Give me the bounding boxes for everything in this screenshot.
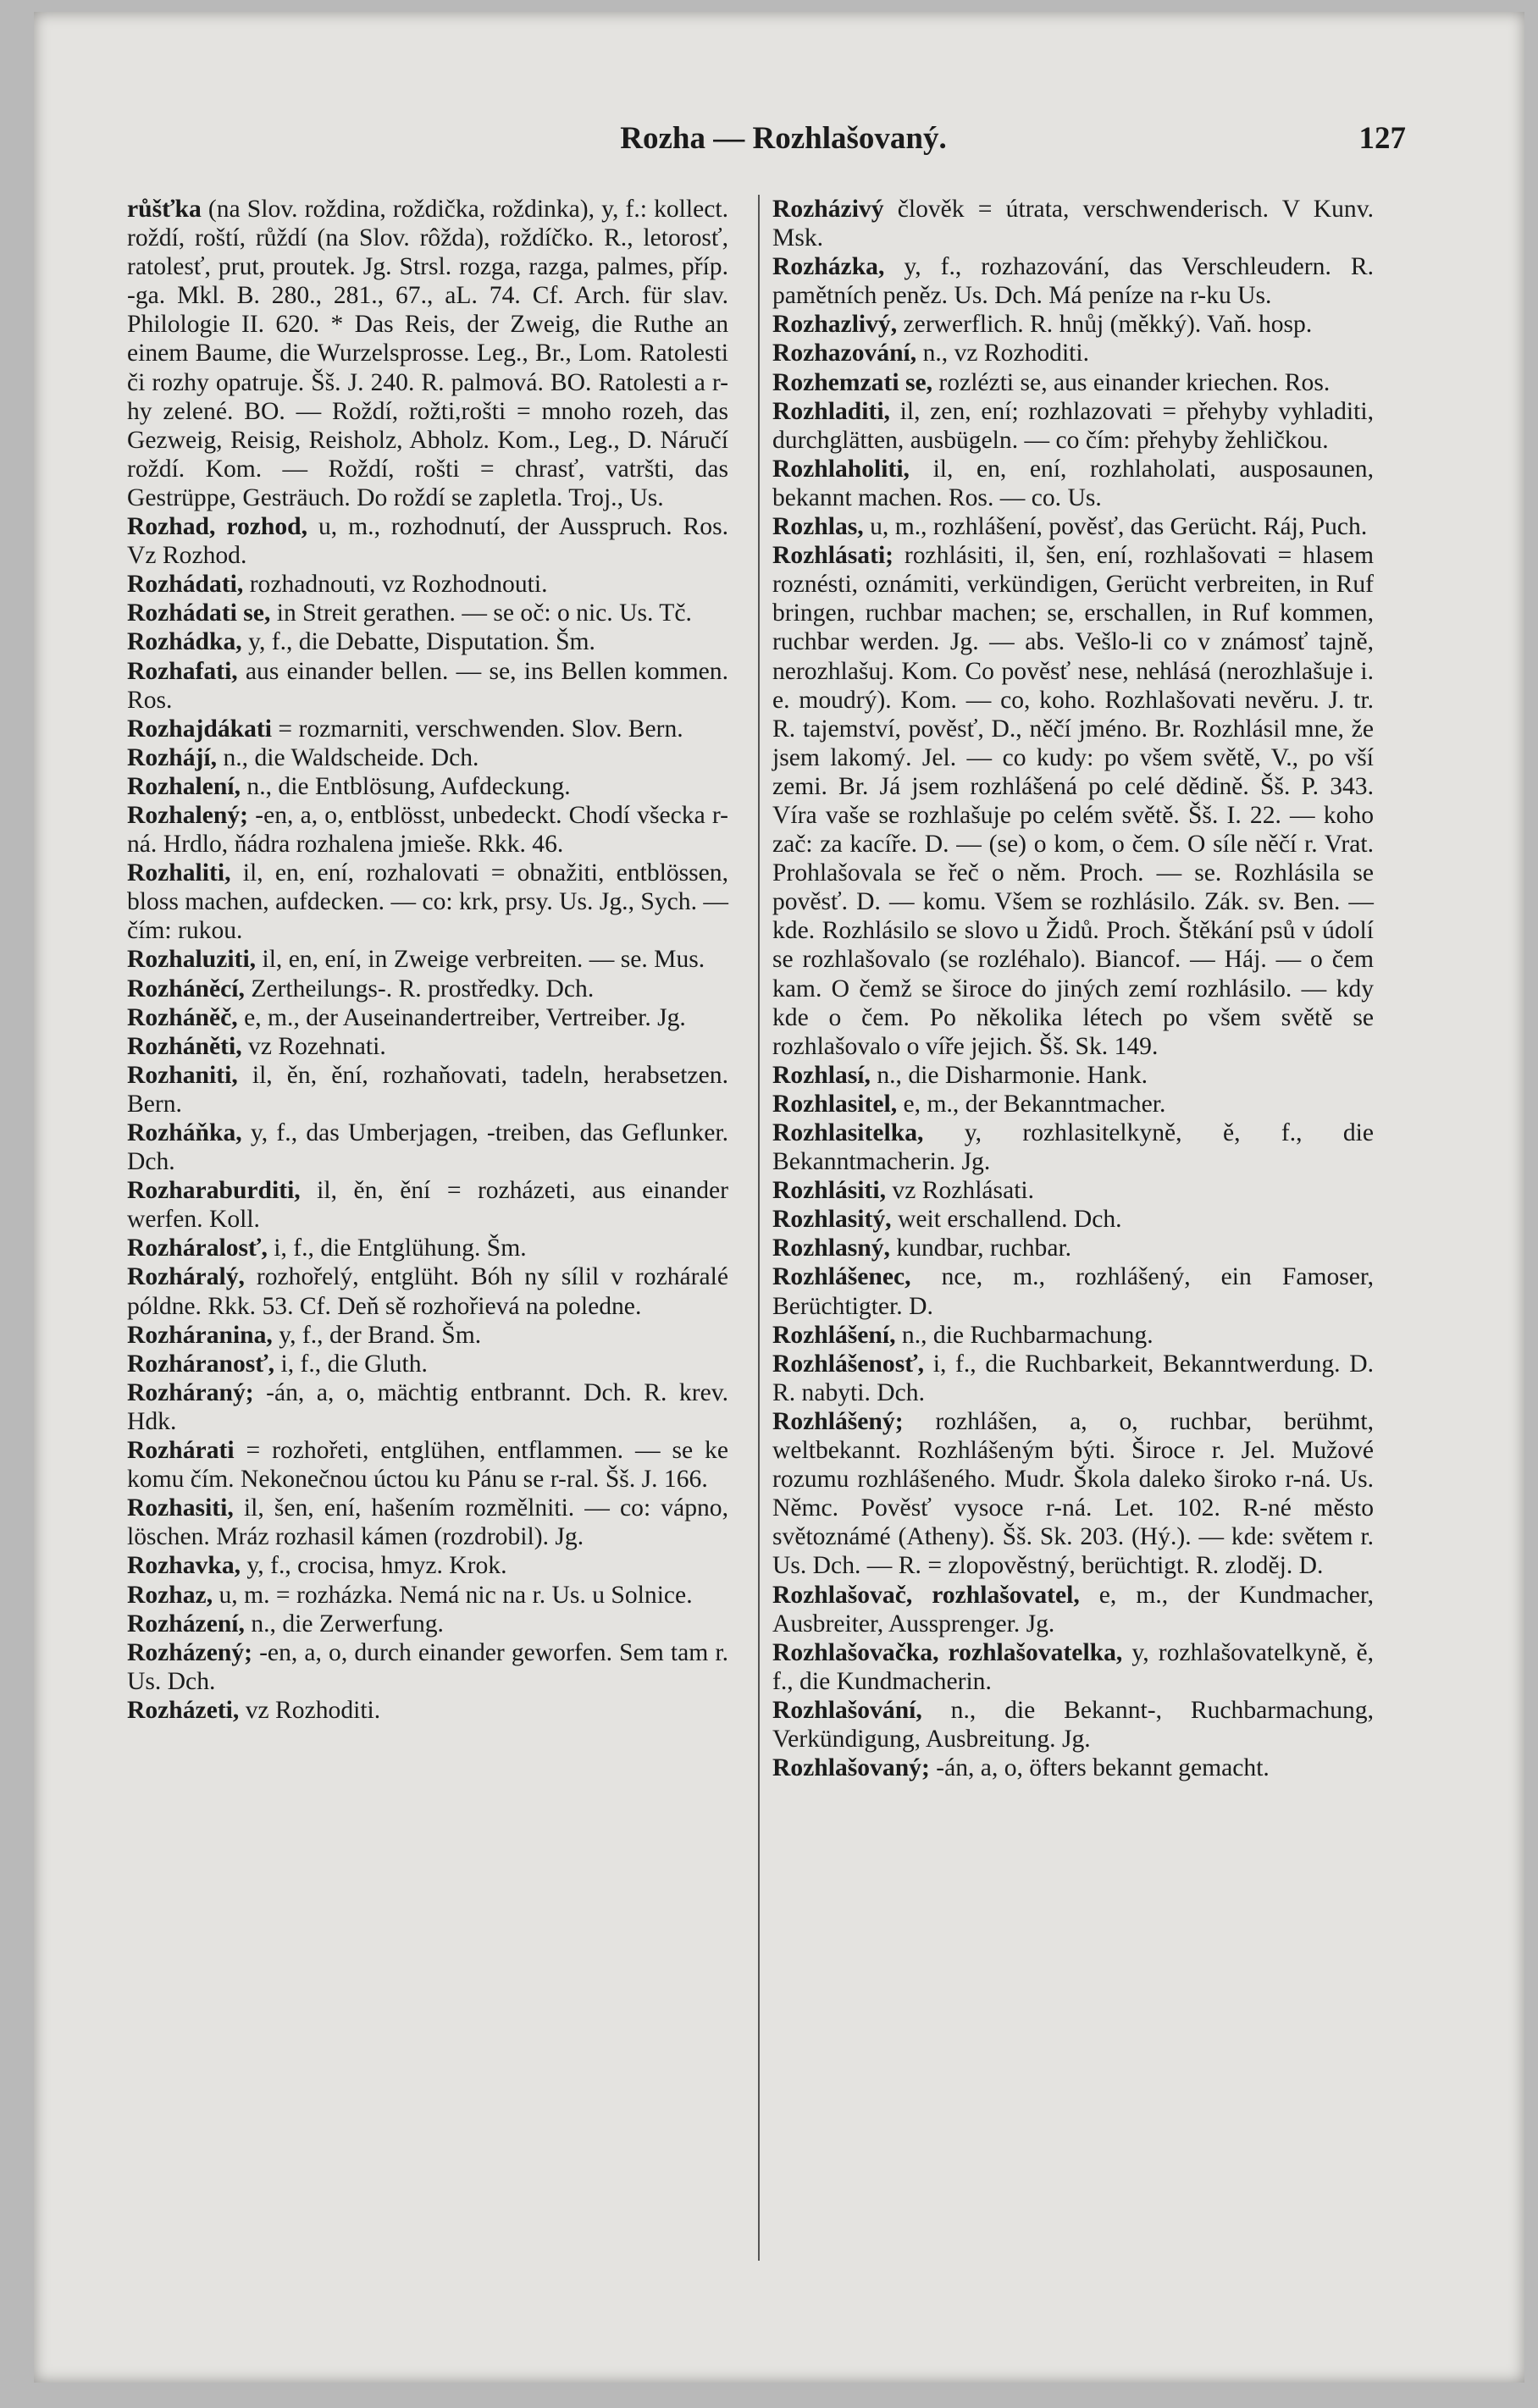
entry-headword: Rozhlašovačka, rozhlašovatelka,	[772, 1638, 1123, 1666]
entry-definition: rozlézti se, aus einander kriechen. Ros.	[938, 368, 1331, 396]
entry-headword: Rozhádati,	[127, 571, 244, 599]
entry-definition: rozhadnouti, vz Rozhodnouti.	[249, 571, 548, 599]
entry-headword: Rozháralý,	[127, 1263, 245, 1291]
entry-headword: Rozháňka,	[127, 1119, 242, 1146]
dictionary-entry	[127, 1551, 728, 1580]
entry-definition: u, m., rozhodnutí, der Ausspruch. Ros. Vz Rozhod.	[127, 513, 729, 570]
entry-headword: Rozhafati,	[127, 657, 238, 685]
entry-headword: Rozháranosť,	[127, 1350, 275, 1378]
entry-headword: Rozhlasitý,	[772, 1206, 892, 1234]
entry-headword: Rozháněti,	[127, 1032, 242, 1060]
entry-definition: y, f., die Debatte, Disputation. Šm.	[248, 628, 595, 656]
dictionary-entry	[772, 310, 1374, 339]
dictionary-entry	[127, 1494, 728, 1551]
dictionary-entry	[127, 1581, 728, 1610]
entry-definition: rozhlásiti, il, šen, ení, rozhlašovati = hlasem roznésti, oznámiti, verkündigen, Gerücht verbreiten, in Ruf bringen, ruchbar machen; se, erschallen, in Ruf kommen, ruchbar werden. Jg. — abs. Vešlo-li co v známosť tajně, nerozhlašuj. Kom. Co pověsť nese, nehlásá (nerozhlašuje i. e. moudrý). Kom. — co, koho. Rozhlašovati nevěru. J. tr. R. tajemství, pověsť, D., něčí jméno. Br. Rozhlásil mne, že jsem lakomý. Jel. — co kudy: po všem světě, V., po vší zemi. Br. Já jsem rozhlášená po celé dědině. Šš. P. 343. Víra vaše se rozhlašuje po celém světě. Šš. I. 22. — koho zač: za kacíře. D. — (se) o kom, o čem. O síle něčí r. Vrat. Prohlašovala se řeč o něm. Proch. — se. Rozhlásila se pověsť. D. — komu. Všem se rozhlásilo. Zák. sv. Ben. — kde. Rozhlásilo se slovo u Židů. Proch. Štěkání psů v údolí se rozhlašovalo (se rozléhalo). Biancof. — Háj. — o čem kam. O čemž se široce do jiných zemí rozhlásilo. — kdy kde o čem. Po několika létech po všem světě se rozhlašovalo o víře jejich. Šš. Sk. 149.	[772, 542, 1374, 1060]
entry-headword: Rozháranina,	[127, 1321, 273, 1349]
dictionary-entry	[772, 1176, 1374, 1205]
entry-definition: n., die Disharmonie. Hank.	[877, 1061, 1148, 1089]
entry-headword: Rozhaz,	[127, 1581, 213, 1609]
entry-headword: Rozhlášení,	[772, 1321, 896, 1349]
entry-definition: n., die Waldscheide. Dch.	[223, 743, 479, 771]
dictionary-entry	[772, 1581, 1374, 1638]
entry-definition: vz Rozhoditi.	[245, 1696, 381, 1724]
entry-headword: Rozhemzati se,	[772, 368, 933, 396]
entry-headword: Rozhlasitel,	[772, 1090, 898, 1118]
entry-definition: weit erschallend. Dch.	[897, 1206, 1122, 1234]
dictionary-entry	[772, 1638, 1374, 1696]
column-divider	[758, 195, 760, 2261]
entry-definition: nce, m., rozhlášený, ein Famoser, Berüchtigter. D.	[772, 1263, 1374, 1320]
dictionary-entry	[127, 1638, 728, 1696]
dictionary-entry	[127, 715, 728, 743]
entry-definition: il, ěn, ění, rozhaňovati, tadeln, herabsetzen. Bern.	[127, 1061, 728, 1118]
entry-definition: il, ěn, ění = rozházeti, aus einander werfen. Koll.	[127, 1177, 728, 1234]
dictionary-entry	[772, 512, 1374, 541]
page-number: 127	[1358, 121, 1406, 156]
left-column	[127, 195, 728, 1725]
dictionary-entry	[127, 1234, 728, 1262]
entry-definition: in Streit gerathen. — se oč: o nic. Us. Tč.	[276, 599, 692, 627]
entry-definition: = rozmarniti, verschwenden. Slov. Bern.	[278, 715, 683, 743]
dictionary-entry	[772, 1321, 1374, 1350]
entry-headword: Rozházeti,	[127, 1696, 240, 1724]
entry-definition: e, m., der Auseinandertreiber, Vertreiber. Jg.	[244, 1003, 686, 1031]
entry-headword: Rozháraný;	[127, 1378, 254, 1406]
entry-definition: u, m., rozhlášení, pověsť, das Gerücht. Ráj, Puch.	[870, 513, 1368, 541]
entry-definition: vz Rozhlásati.	[892, 1177, 1035, 1205]
dictionary-entry	[772, 1696, 1374, 1754]
dictionary-entry	[127, 512, 728, 570]
entry-definition: il, en, ení, rozhlaholati, ausposaunen, bekannt machen. Ros. — co. Us.	[772, 455, 1374, 511]
dictionary-entry	[127, 627, 728, 656]
dictionary-entry	[127, 772, 728, 801]
dictionary-entry	[127, 1262, 728, 1320]
entry-headword: Rozhazování,	[772, 340, 917, 367]
entry-headword: Rozhladiti,	[772, 397, 890, 425]
entry-headword: Rozhlasí,	[772, 1061, 871, 1089]
entry-headword: Rozharaburditi,	[127, 1177, 301, 1205]
entry-definition: = rozhořeti, entglühen, entflammen. — se ke komu čím. Nekonečnou úctou ku Pánu se r-ral. Šš. J. 166.	[127, 1437, 728, 1494]
dictionary-entry	[127, 1378, 728, 1436]
entry-definition: zerwerflich. R. hnůj (měkký). Vaň. hosp.	[903, 311, 1313, 339]
entry-definition: vz Rozehnati.	[248, 1032, 386, 1060]
entry-headword: Rozhaliti,	[127, 859, 231, 887]
dictionary-entry	[127, 1118, 728, 1176]
entry-definition: (na Slov. roždina, roždička, roždinka), y, f.: kollect. roždí, roští, růždí (na Slov. rôžda), roždíčko. R., letorosť, ratolesť, prut, proutek. Jg. Strsl. rozga, razga, palmes, příp. -ga. Mkl. B. 280., 281., 67., aL. 74. Cf. Arch. für slav. Philologie II. 620. * Das Reis, der Zweig, die Ruthe an einem Baume, die Wurzelsprosse. Leg., Br., Lom. Ratolesti či rozhy opatruje. Šš. J. 240. R. palmová. BO. Ratolesti a r-hy zelené. BO. — Roždí, rožti,rošti = mnoho rozeh, das Gezweig, Reisig, Reisholz, Abholz. Kom., Leg., D. Náručí roždí. Kom. — Roždí, rošti = chrasť, vatršti, das Gestrüppe, Gesträuch. Do roždí se zapletla. Troj., Us.	[127, 196, 729, 511]
dictionary-entry	[127, 1061, 728, 1118]
entry-headword: Rozházený;	[127, 1638, 252, 1666]
entry-headword: Rozhlašovač, rozhlašovatel,	[772, 1581, 1080, 1609]
entry-headword: Rozházka,	[772, 253, 885, 281]
entry-headword: Rozhaniti,	[127, 1061, 238, 1089]
dictionary-entry	[772, 195, 1374, 252]
dictionary-entry	[772, 1754, 1374, 1782]
dictionary-entry	[772, 1407, 1374, 1581]
dictionary-entry	[772, 339, 1374, 367]
entry-headword: Rozháněč,	[127, 1003, 238, 1031]
dictionary-entry	[772, 1205, 1374, 1234]
entry-headword: Rozhalení,	[127, 772, 241, 800]
entry-definition: člověk = útrata, verschwenderisch. V Kunv. Msk.	[772, 196, 1374, 252]
entry-headword: Rozhad, rozhod,	[127, 513, 308, 541]
entry-headword: Rozhádka,	[127, 628, 242, 656]
entry-definition: il, en, ení, in Zweige verbreiten. — se. Mus.	[262, 946, 705, 974]
entry-definition: Zertheilungs-. R. prostředky. Dch.	[251, 975, 595, 1002]
entry-definition: aus einander bellen. — se, ins Bellen kommen. Ros.	[127, 657, 728, 714]
dictionary-entry	[127, 599, 728, 627]
entry-definition: -án, a, o, öfters bekannt gemacht.	[936, 1754, 1270, 1782]
entry-definition: -án, a, o, mächtig entbrannt. Dch. R. krev. Hdk.	[127, 1378, 728, 1435]
entry-definition: kundbar, ruchbar.	[896, 1234, 1072, 1262]
entry-headword: Rozháralosť,	[127, 1234, 268, 1262]
entry-definition: y, rozhlasitelkyně, ě, f., die Bekanntmacherin. Jg.	[772, 1119, 1375, 1176]
entry-headword: Rozhasiti,	[127, 1494, 234, 1522]
entry-headword: Rozhlášenosť,	[772, 1350, 925, 1378]
running-title: Rozha — Rozhlašovaný.	[620, 121, 947, 156]
dictionary-entry	[127, 945, 728, 974]
entry-headword: Rozhaluziti,	[127, 946, 257, 974]
dictionary-entry	[127, 1032, 728, 1061]
dictionary-entry	[772, 1262, 1374, 1320]
entry-headword: Rozhlášený;	[772, 1407, 904, 1435]
dictionary-entry	[127, 1436, 728, 1494]
dictionary-entry	[127, 801, 728, 859]
dictionary-entry	[127, 1003, 728, 1032]
entry-headword: Rozhlasitelka,	[772, 1119, 924, 1146]
entry-definition: il, zen, ení; rozhlazovati = přehyby vyhladiti, durchglätten, ausbügeln. — co čím: přehyby žehličkou.	[772, 397, 1374, 454]
entry-definition: e, m., der Kundmacher, Ausbreiter, Aussprenger. Jg.	[772, 1581, 1374, 1638]
dictionary-entry	[127, 1696, 728, 1725]
dictionary-entry	[772, 397, 1374, 455]
dictionary-entry	[127, 975, 728, 1003]
dictionary-entry	[772, 541, 1374, 1061]
page-header	[161, 120, 1406, 163]
entry-definition: n., die Entblösung, Aufdeckung.	[246, 772, 571, 800]
entry-definition: y, f., rozhazování, das Verschleudern. R. pamětních peněz. Us. Dch. Má peníze na r-ku Us.	[772, 253, 1374, 310]
dictionary-entry	[127, 1321, 728, 1350]
entry-definition: -en, a, o, durch einander geworfen. Sem tam r. Us. Dch.	[127, 1638, 728, 1695]
entry-definition: rozhlášen, a, o, ruchbar, berühmt, weltbekannt. Rozhlášeným býti. Široce r. Jel. Mužové rozumu rozhlášeného. Mudr. Škola daleko široko r-ná. Us. Němc. Pověsť vysoce r-ná. Let. 102. R-né město světoznámé (Atheny). Šš. Sk. 203. (Hý.). — kde: světem r. Us. Dch. — R. = zlopověstný, berüchtigt. R. zloděj. D.	[772, 1407, 1374, 1580]
dictionary-entry	[772, 1118, 1374, 1176]
dictionary-entry	[772, 455, 1374, 512]
entry-headword: Rozházivý	[772, 196, 884, 223]
dictionary-entry	[127, 859, 728, 945]
dictionary-entry	[772, 1350, 1374, 1407]
entry-definition: il, en, ení, rozhalovati = obnažiti, entblössen, bloss machen, aufdecken. — co: krk, prsy. Us. Jg., Sych. — čím: rukou.	[127, 859, 728, 945]
entry-headword: Rozhazlivý,	[772, 311, 898, 339]
entry-headword: Rozhárati	[127, 1437, 235, 1465]
entry-headword: Rozhlásati;	[772, 542, 894, 570]
dictionary-entry	[772, 368, 1374, 397]
entry-definition: y, f., der Brand. Šm.	[279, 1321, 482, 1349]
entry-headword: Rozhlašovaný;	[772, 1754, 930, 1782]
entry-headword: Rozhlášenec,	[772, 1263, 911, 1291]
entry-headword: Rozhlas,	[772, 513, 864, 541]
entry-headword: Rozhlaholiti,	[772, 455, 910, 483]
entry-headword: Rozhlasný,	[772, 1234, 890, 1262]
dictionary-entry	[127, 1610, 728, 1638]
entry-headword: Rozhájí,	[127, 743, 218, 771]
entry-definition: y, f., crocisa, hmyz. Krok.	[246, 1552, 507, 1580]
dictionary-entry	[127, 1176, 728, 1234]
dictionary-entry	[127, 195, 728, 512]
entry-headword: Rozhlásiti,	[772, 1177, 886, 1205]
dictionary-entry	[772, 252, 1374, 310]
entry-definition: -en, a, o, entblösst, unbedeckt. Chodí všecka r-ná. Hrdlo, ňádra rozhalena jmieše. Rkk. 46.	[127, 801, 728, 859]
entry-definition: rozhořelý, entglüht. Bóh ny sílil v rozháralé póldne. Rkk. 53. Cf. Deň sě rozhořievá na poledne.	[127, 1263, 728, 1320]
entry-headword: Rozhajdákati	[127, 715, 273, 743]
dictionary-entry	[127, 1350, 728, 1378]
entry-definition: e, m., der Bekanntmacher.	[903, 1090, 1166, 1118]
entry-headword: růšťka	[127, 196, 202, 223]
dictionary-entry	[127, 570, 728, 599]
entry-headword: Rozhlašování,	[772, 1696, 922, 1724]
entry-definition: n., die Bekannt-, Ruchbarmachung, Verkündigung, Ausbreitung. Jg.	[772, 1696, 1374, 1753]
entry-headword: Rozhalený;	[127, 801, 249, 829]
entry-headword: Rozhavka,	[127, 1552, 241, 1580]
entry-definition: u, m. = rozházka. Nemá nic na r. Us. u Solnice.	[219, 1581, 693, 1609]
entry-headword: Rozhádati se,	[127, 599, 271, 627]
entry-definition: i, f., die Ruchbarkeit, Bekanntwerdung. D. R. nabyti. Dch.	[772, 1350, 1374, 1406]
entry-definition: n., die Ruchbarmachung.	[901, 1321, 1154, 1349]
dictionary-entry	[127, 743, 728, 772]
entry-definition: il, šen, ení, hašením rozmělniti. — co: vápno, löschen. Mráz rozhasil kámen (rozdrobil). Jg.	[127, 1494, 728, 1551]
entry-definition: n., vz Rozhoditi.	[922, 340, 1090, 367]
dictionary-entry	[772, 1090, 1374, 1118]
right-column	[772, 195, 1374, 1782]
dictionary-entry	[127, 657, 728, 715]
entry-definition: y, rozhlašovatelkyně, ě, f., die Kundmacherin.	[772, 1638, 1374, 1695]
dictionary-entry	[772, 1061, 1374, 1090]
entry-definition: y, f., das Umberjagen, -treiben, das Geflunker. Dch.	[127, 1119, 728, 1176]
dictionary-entry	[772, 1234, 1374, 1262]
entry-headword: Rozháněcí,	[127, 975, 245, 1002]
entry-definition: i, f., die Gluth.	[280, 1350, 428, 1378]
entry-headword: Rozházení,	[127, 1610, 245, 1638]
entry-definition: i, f., die Entglühung. Šm.	[274, 1234, 527, 1262]
entry-definition: n., die Zerwerfung.	[251, 1610, 444, 1638]
